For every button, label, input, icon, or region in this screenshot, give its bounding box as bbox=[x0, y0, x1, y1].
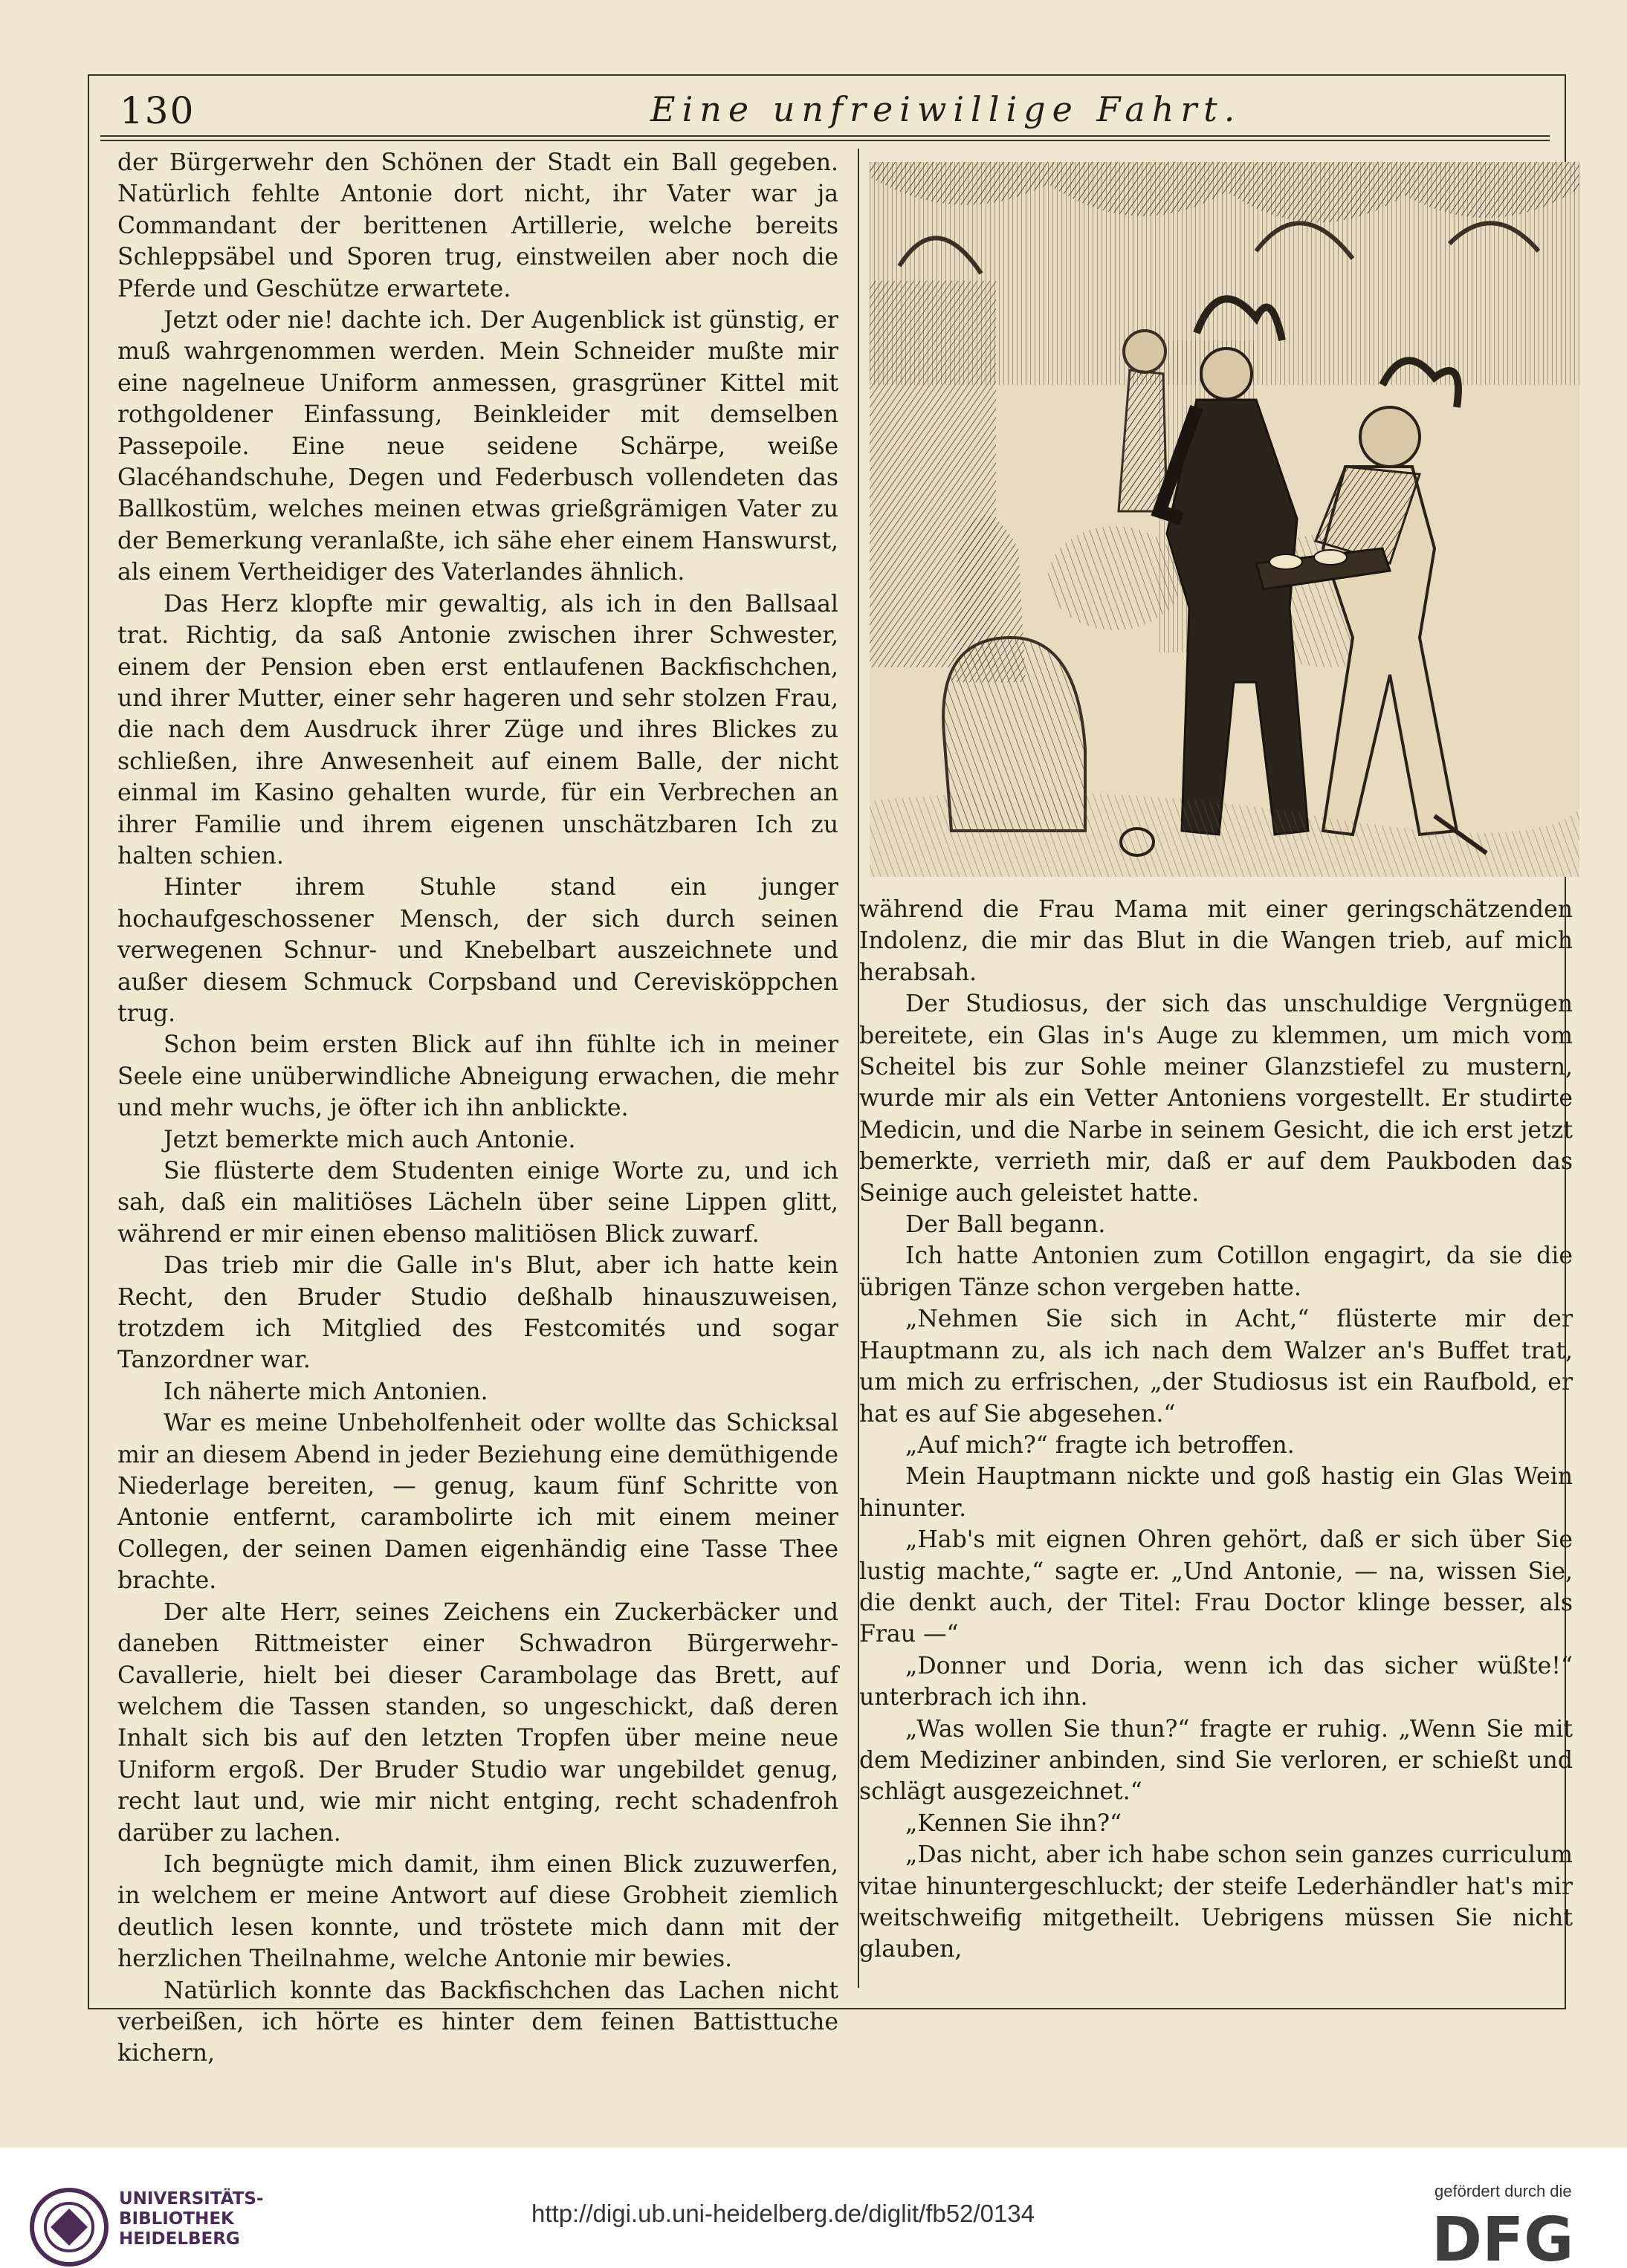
paragraph: Jetzt oder nie! dachte ich. Der Augenblick ist günstig, er muß wahrgenommen werden. Mein Schneider mußte mir eine nagelneue Uniform anmessen, grasgrüner Kittel mit rothgoldener Einfassung, Beinkleider mit demselben Passepoile. Eine neue seidene Schärpe, weiße Glacéhandschuhe, Degen und Federbusch vollendeten das Ballkostüm, welches meinen etwas grießgrämigen Vater zu der Bemerkung veranlaßte, ich sähe eher einem Hanswurst, als einem Vertheidiger des Vaterlandes ähnlich. bbox=[117, 307, 838, 586]
paragraph: der Bürgerwehr den Schönen der Stadt ein Ball gegeben. Natürlich fehlte Antonie dort nicht, ihr Vater war ja Commandant der berittenen Artillerie, welche bereits Schleppsäbel und Sporen trug, einstweilen aber noch die Pferde und Geschütze erwartete. bbox=[117, 149, 838, 302]
library-name: UNIVERSITÄTS- BIBLIOTHEK HEIDELBERG bbox=[119, 2189, 264, 2249]
permalink-url[interactable]: http://digi.ub.uni-heidelberg.de/diglit/fb52/0134 bbox=[531, 2200, 1035, 2227]
digitization-footer bbox=[0, 2148, 1627, 2268]
funding-note: gefördert durch die bbox=[1434, 2182, 1572, 2200]
paragraph: Ich hatte Antonien zum Cotillon engagirt, da sie die übrigen Tänze schon vergeben hatte. bbox=[859, 1242, 1573, 1301]
paragraph: Ich begnügte mich damit, ihm einen Blick zuzuwerfen, in welchem er meine Antwort auf diese Grobheit ziemlich deutlich lesen konnte, und tröstete mich dann mit der herzlichen Theilnahme, welche Antonie mir bewies. bbox=[117, 1850, 838, 1973]
paragraph: „Was wollen Sie thun?“ fragte er ruhig. „Wenn Sie mit dem Mediziner anbinden, sind Sie verloren, er schießt und schlägt ausgezeichnet.“ bbox=[859, 1715, 1573, 1806]
right-column bbox=[859, 894, 1573, 1966]
paragraph: Der Studiosus, der sich das unschuldige Vergnügen bereitete, ein Glas in's Auge zu klemmen, um mich vom Scheitel bis zur Sohle meiner Glanzstiefel zu mustern, wurde mir als ein Vetter Antoniens vorgestellt. Er studirte Medicin, und die Narbe in seinem Gesicht, die ich erst jetzt bemerkte, verrieth mir, daß er auf dem Paukboden das Seinige auch geleistet hatte. bbox=[859, 991, 1573, 1207]
paragraph: War es meine Unbeholfenheit oder wollte das Schicksal mir an diesem Abend in jeder Beziehung eine demüthigende Niederlage bereiten, — genug, kaum fünf Schritte von Antonie entfernt, carambolirte ich mit einem meiner Collegen, der seinen Damen eigenhändig eine Tasse Thee brachte. bbox=[117, 1410, 838, 1595]
dfg-logo-text: DFG bbox=[1432, 2210, 1574, 2265]
paragraph: „Kennen Sie ihn?“ bbox=[905, 1809, 1122, 1837]
left-column bbox=[117, 147, 838, 2070]
paragraph: Jetzt bemerkte mich auch Antonie. bbox=[164, 1126, 576, 1153]
paragraph: Mein Hauptmann nickte und goß hastig ein Glas Wein hinunter. bbox=[859, 1463, 1573, 1522]
university-library-logo-icon bbox=[28, 2186, 110, 2268]
paragraph: Ich näherte mich Antonien. bbox=[164, 1378, 488, 1405]
running-title: Eine unfreiwillige Fahrt. bbox=[650, 89, 1242, 129]
page-header bbox=[100, 83, 1550, 135]
paragraph: Das Herz klopfte mir gewaltig, als ich in den Ballsaal trat. Richtig, da saß Antonie zwischen ihrer Schwester, einem der Pension eben erst entlaufenen Backfischchen, und ihrer Mutter, einer sehr hageren und sehr stolzen Frau, die nach dem Ausdruck ihrer Züge und ihres Blickes zu schließen, ihre Anwesenheit auf einem Balle, der nicht einmal im Kasino gehalten wurde, für ein Verbrechen an ihrer Familie und ihrem eigenen unschätzbaren Ich zu halten schien. bbox=[117, 590, 838, 869]
header-rule-double bbox=[100, 140, 1550, 141]
dfg-logo-icon bbox=[1432, 2210, 1599, 2265]
paragraph: während die Frau Mama mit einer geringschätzenden Indolenz, die mir das Blut in die Wangen trieb, auf mich herabsah. bbox=[859, 896, 1573, 986]
header-rule bbox=[100, 135, 1550, 137]
ballroom-illustration bbox=[870, 162, 1579, 877]
paragraph: Schon beim ersten Blick auf ihn fühlte ich in meiner Seele eine unüberwindliche Abneigung erwachen, die mehr und mehr wuchs, je öfter ich ihn anblickte. bbox=[117, 1031, 838, 1122]
engraving-image bbox=[870, 162, 1579, 877]
paragraph: „Donner und Doria, wenn ich das sicher wüßte!“ unterbrach ich ihn. bbox=[859, 1652, 1573, 1711]
page-number: 130 bbox=[120, 89, 195, 132]
paragraph: Der alte Herr, seines Zeichens ein Zuckerbäcker und daneben Rittmeister einer Schwadron Bürgerwehr-Cavallerie, hielt bei dieser Carambolage das Brett, auf welchem die Tassen standen, so ungeschickt, daß deren Inhalt sich bis auf den letzten Tropfen über meine neue Uniform ergoß. Der Bruder Studio war ungebildet genug, recht laut und, wie mir nicht entging, recht schadenfroh darüber zu lachen. bbox=[117, 1598, 838, 1847]
paragraph: Das trieb mir die Galle in's Blut, aber ich hatte kein Recht, den Bruder Studio deßhalb hinauszuweisen, trotzdem ich Mitglied des Festcomités und sogar Tanzordner war. bbox=[117, 1252, 838, 1374]
paragraph: „Hab's mit eignen Ohren gehört, daß er sich über Sie lustig machte,“ sagte er. „Und Antonie, — na, wissen Sie, die denkt auch, der Titel: Frau Doctor klinge besser, als Frau —“ bbox=[859, 1526, 1573, 1648]
paragraph: Der Ball begann. bbox=[905, 1211, 1106, 1239]
paragraph: „Auf mich?“ fragte ich betroffen. bbox=[905, 1431, 1295, 1459]
paragraph: „Nehmen Sie sich in Acht,“ flüsterte mir der Hauptmann zu, als ich nach dem Walzer an's Buffet trat, um mich zu erfrischen, „der Studiosus ist ein Raufbold, er hat es auf Sie abgesehen.“ bbox=[859, 1306, 1573, 1428]
paragraph: Hinter ihrem Stuhle stand ein junger hochaufgeschossener Mensch, der sich durch seinen verwegenen Schnur- und Knebelbart auszeichnete und außer diesem Schmuck Corpsband und Cerevisköppchen trug. bbox=[117, 874, 838, 1027]
paragraph: „Das nicht, aber ich habe schon sein ganzes curriculum vitae hinuntergeschluckt; der steife Lederhändler hat's mir weitschweifig mitgetheilt. Uebrigens müssen Sie nicht glauben, bbox=[859, 1841, 1573, 1963]
paragraph: Sie flüsterte dem Studenten einige Worte zu, und ich sah, daß ein malitiöses Lächeln über seine Lippen glitt, während er mir einen ebenso malitiösen Blick zuwarf. bbox=[117, 1158, 838, 1248]
paragraph: Natürlich konnte das Backfischchen das Lachen nicht verbeißen, ich hörte es hinter dem feinen Battisttuche kichern, bbox=[117, 1977, 838, 2067]
